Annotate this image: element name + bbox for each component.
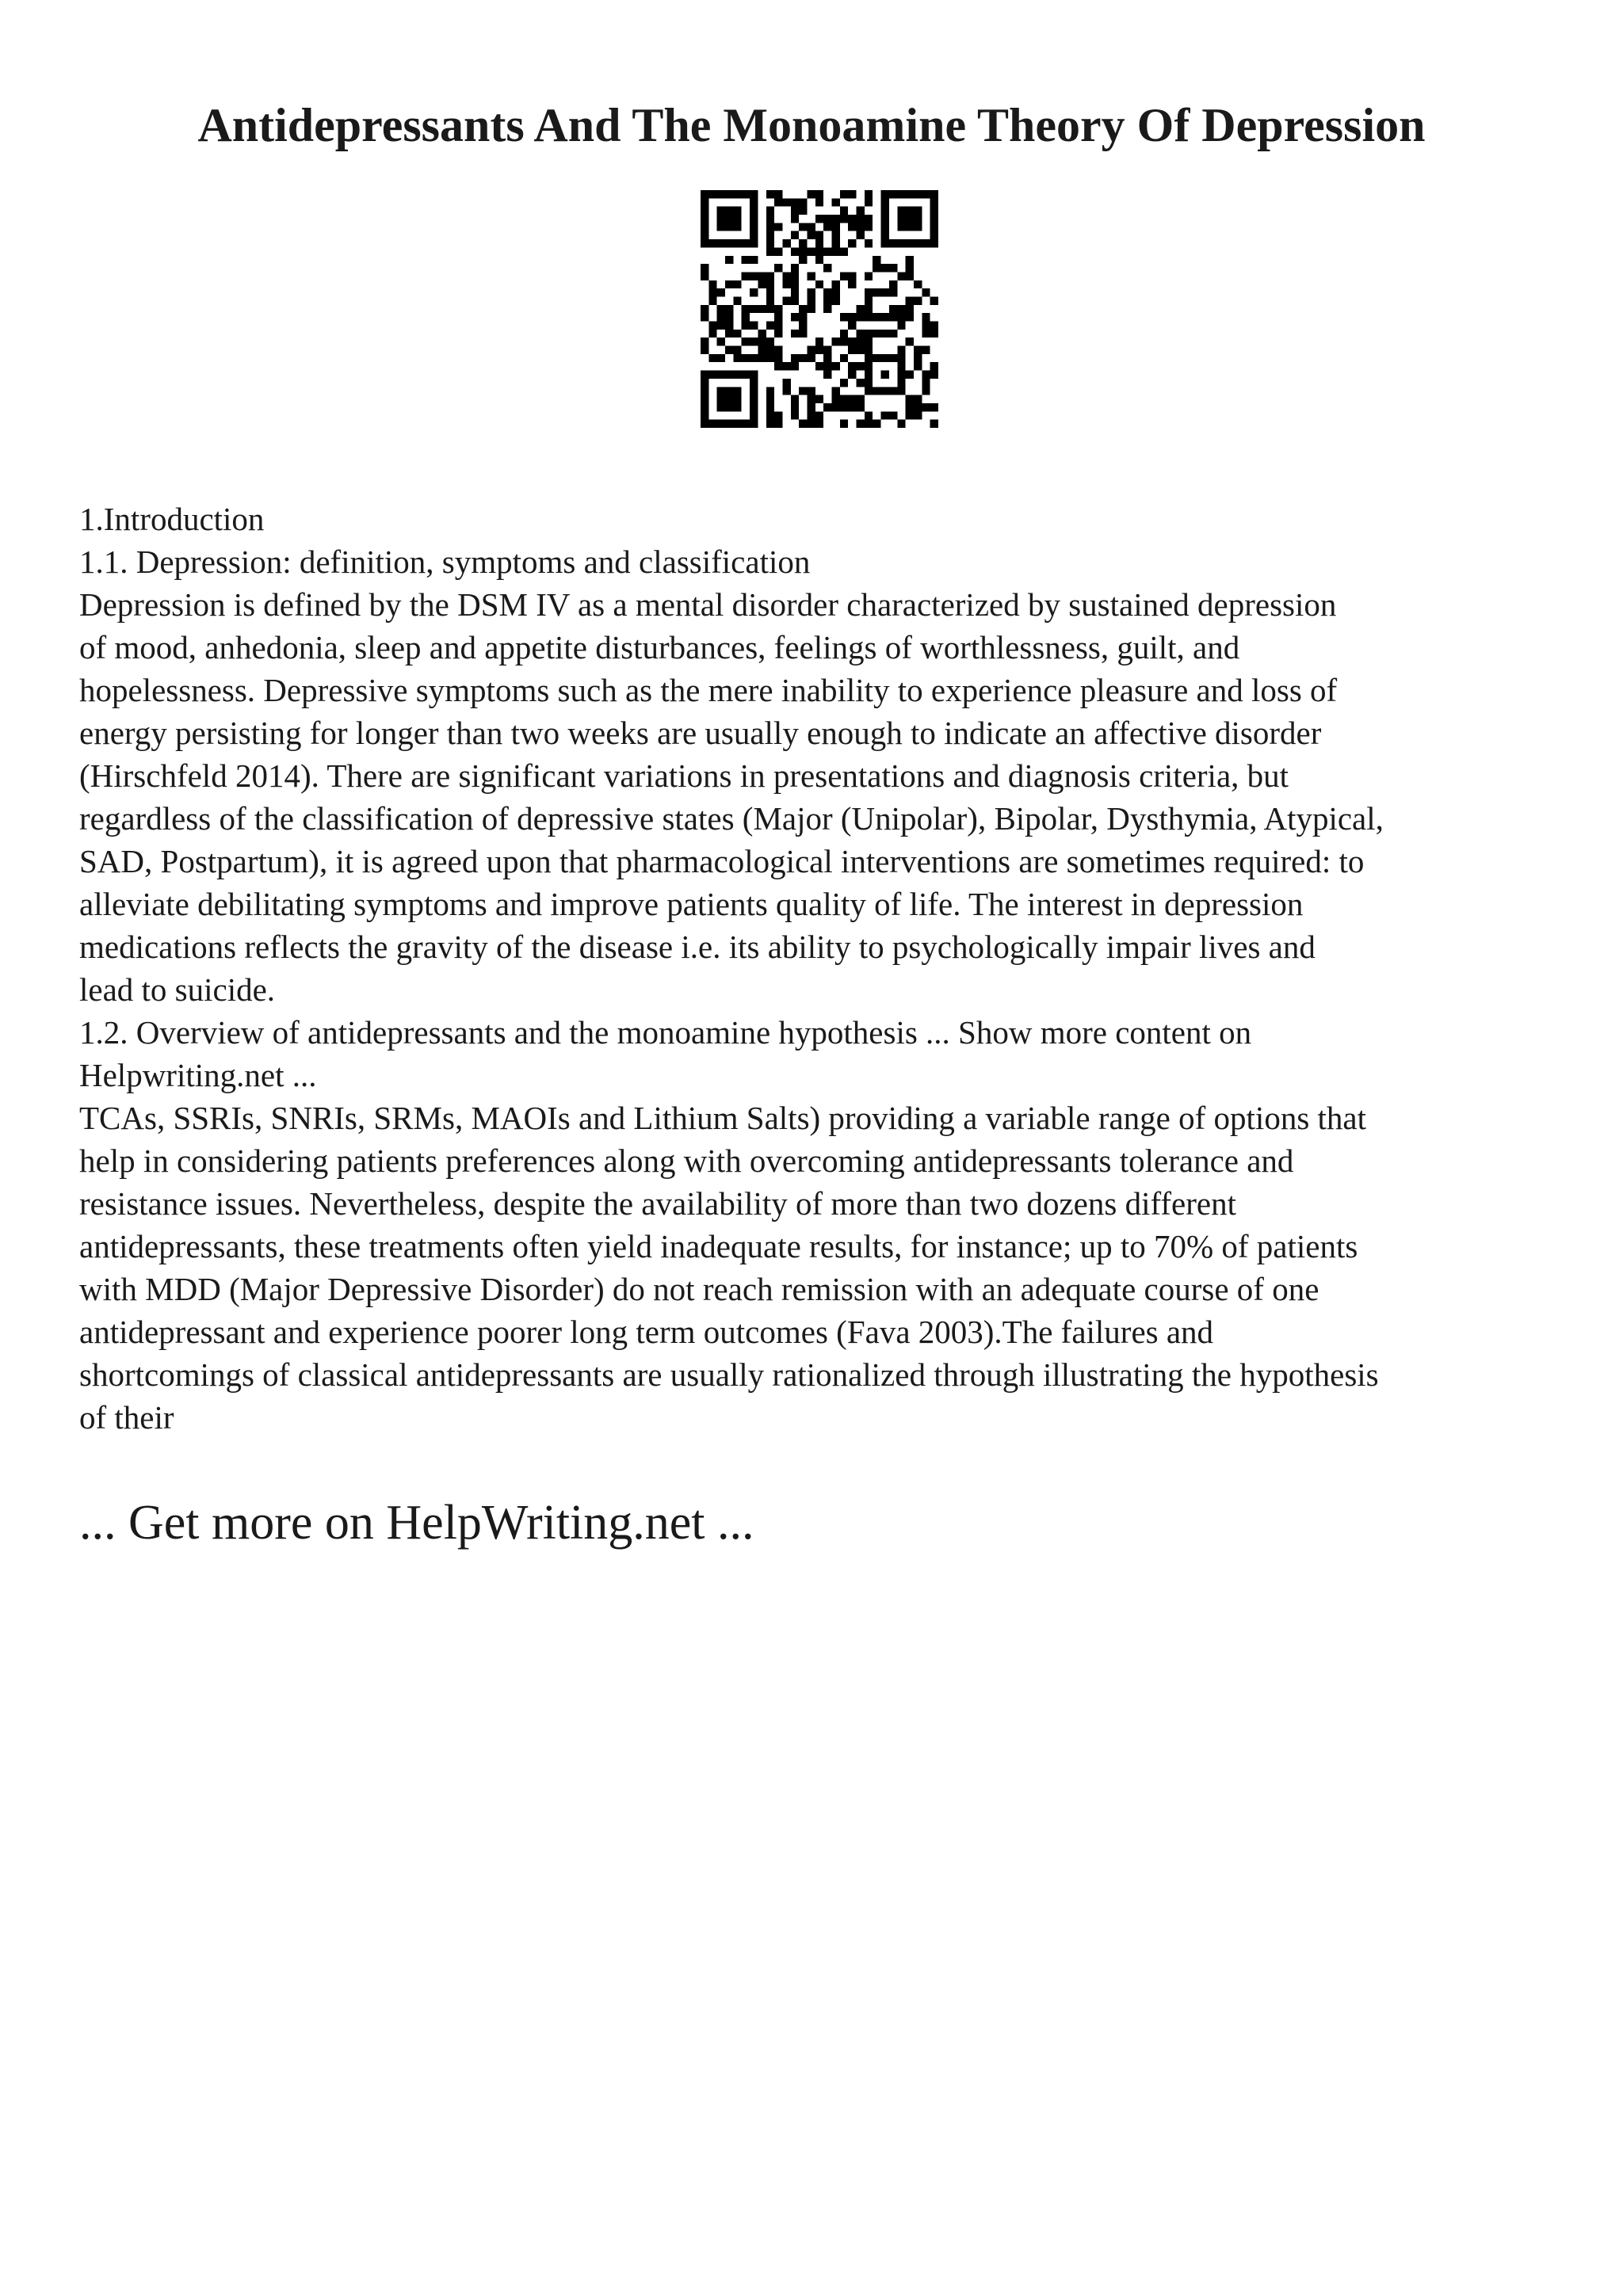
- get-more-link[interactable]: ... Get more on HelpWriting.net ...: [79, 1496, 754, 1550]
- text-line: of their: [79, 1399, 174, 1436]
- text-line: (Hirschfeld 2014). There are significant variations in presentations and diagnosis criteria, but: [79, 757, 1289, 794]
- text-line: shortcomings of classical antidepressants are usually rationalized through illustrating the hypothesis: [79, 1356, 1379, 1393]
- text-line: medications reflects the gravity of the disease i.e. its ability to psychologically impair lives and: [79, 929, 1316, 965]
- text-line: SAD, Postpartum), it is agreed upon that pharmacological interventions are sometimes required: to: [79, 843, 1365, 879]
- text-line: 1.Introduction: [79, 501, 265, 537]
- document-body: [79, 498, 1569, 1439]
- text-line: 1.1. Depression: definition, symptoms and classification: [79, 543, 811, 580]
- text-line: Depression is defined by the DSM IV as a mental disorder characterized by sustained depression: [79, 586, 1337, 623]
- text-line: lead to suicide.: [79, 971, 276, 1008]
- text-line: hopelessness. Depressive symptoms such as the mere inability to experience pleasure and loss of: [79, 672, 1338, 708]
- text-line: help in considering patients preferences along with overcoming antidepressants tolerance and: [79, 1142, 1294, 1179]
- text-line: antidepressants, these treatments often yield inadequate results, for instance; up to 70% of patients: [79, 1228, 1358, 1264]
- text-line: antidepressant and experience poorer long term outcomes (Fava 2003).The failures and: [79, 1314, 1214, 1350]
- text-line: TCAs, SSRIs, SNRIs, SRMs, MAOIs and Lithium Salts) providing a variable range of options that: [79, 1100, 1367, 1136]
- text-line: energy persisting for longer than two weeks are usually enough to indicate an affective disorder: [79, 715, 1322, 751]
- text-line: 1.2. Overview of antidepressants and the monoamine hypothesis ... Show more content on: [79, 1014, 1252, 1051]
- text-line: alleviate debilitating symptoms and improve patients quality of life. The interest in depression: [79, 886, 1304, 922]
- text-line: resistance issues. Nevertheless, despite the availability of more than two dozens different: [79, 1185, 1236, 1222]
- text-line: of mood, anhedonia, sleep and appetite disturbances, feelings of worthlessness, guilt, and: [79, 629, 1240, 666]
- text-line: with MDD (Major Depressive Disorder) do not reach remission with an adequate course of one: [79, 1271, 1319, 1307]
- text-line: Helpwriting.net ...: [79, 1057, 317, 1093]
- text-line: regardless of the classification of depressive states (Major (Unipolar), Bipolar, Dysthymia, Atypical,: [79, 800, 1384, 837]
- qr-code-icon: [701, 190, 938, 428]
- document-title: Antidepressants And The Monoamine Theory Of Depression: [197, 99, 1426, 151]
